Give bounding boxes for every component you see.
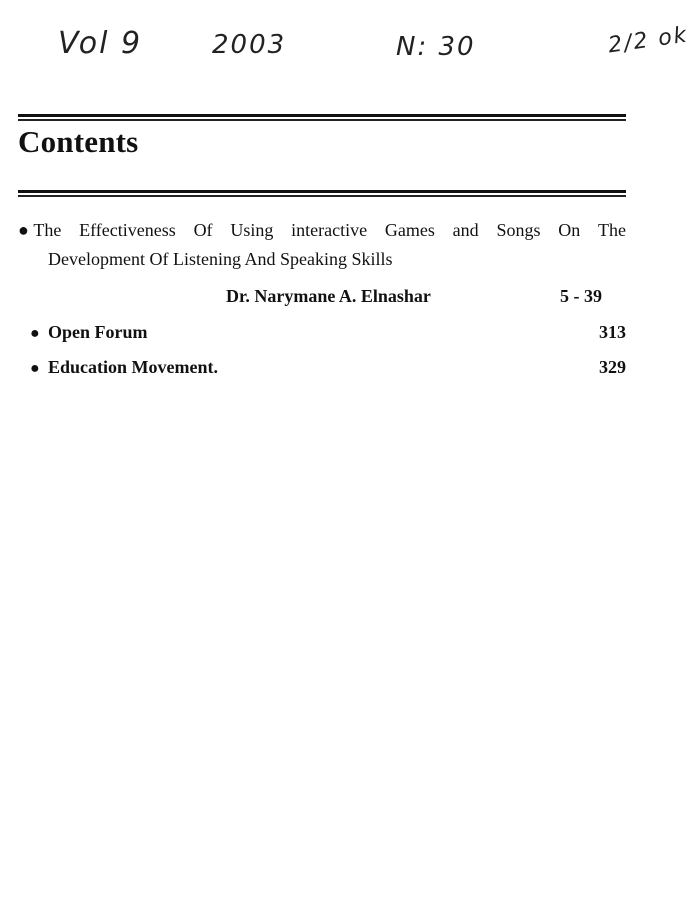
handwritten-number: N: 30 xyxy=(396,32,476,62)
page-title: Contents xyxy=(18,124,139,159)
handwritten-annotations xyxy=(0,18,696,98)
title-word: and xyxy=(452,220,479,240)
section-double-rule xyxy=(18,190,626,197)
toc-entry-open-forum xyxy=(30,318,626,347)
title-word: interactive xyxy=(291,220,368,240)
open-forum-page: 313 xyxy=(599,322,626,342)
article-title-line-2: Development Of Listening And Speaking Skills xyxy=(48,249,393,269)
handwritten-volume: Vol 9 xyxy=(58,26,143,61)
bullet-icon: ● xyxy=(30,325,40,342)
education-movement-page: 329 xyxy=(599,357,626,377)
bullet-icon: ● The xyxy=(18,220,62,240)
article-author: Dr. Narymane A. Elnashar xyxy=(226,286,431,306)
title-word: The xyxy=(598,220,626,240)
title-word: Of xyxy=(193,220,213,240)
bullet-icon: ● xyxy=(30,360,40,377)
title-word: On xyxy=(558,220,581,240)
handwritten-corner-note: 2/2 ok xyxy=(606,22,690,59)
toc-entry-education-movement xyxy=(30,353,626,382)
education-movement-label: Education Movement. xyxy=(48,357,218,377)
title-word: Songs xyxy=(496,220,541,240)
title-word: Using xyxy=(230,220,274,240)
title-word: Games xyxy=(384,220,435,240)
toc-entry-article xyxy=(18,216,626,274)
open-forum-label: Open Forum xyxy=(48,322,148,342)
article-pages: 5 - 39 xyxy=(560,286,602,306)
title-word: The xyxy=(33,220,62,240)
article-title-line-1 xyxy=(18,216,626,245)
handwritten-year: 2003 xyxy=(212,30,287,60)
title-word: Effectiveness xyxy=(79,220,176,240)
top-double-rule xyxy=(18,114,626,121)
